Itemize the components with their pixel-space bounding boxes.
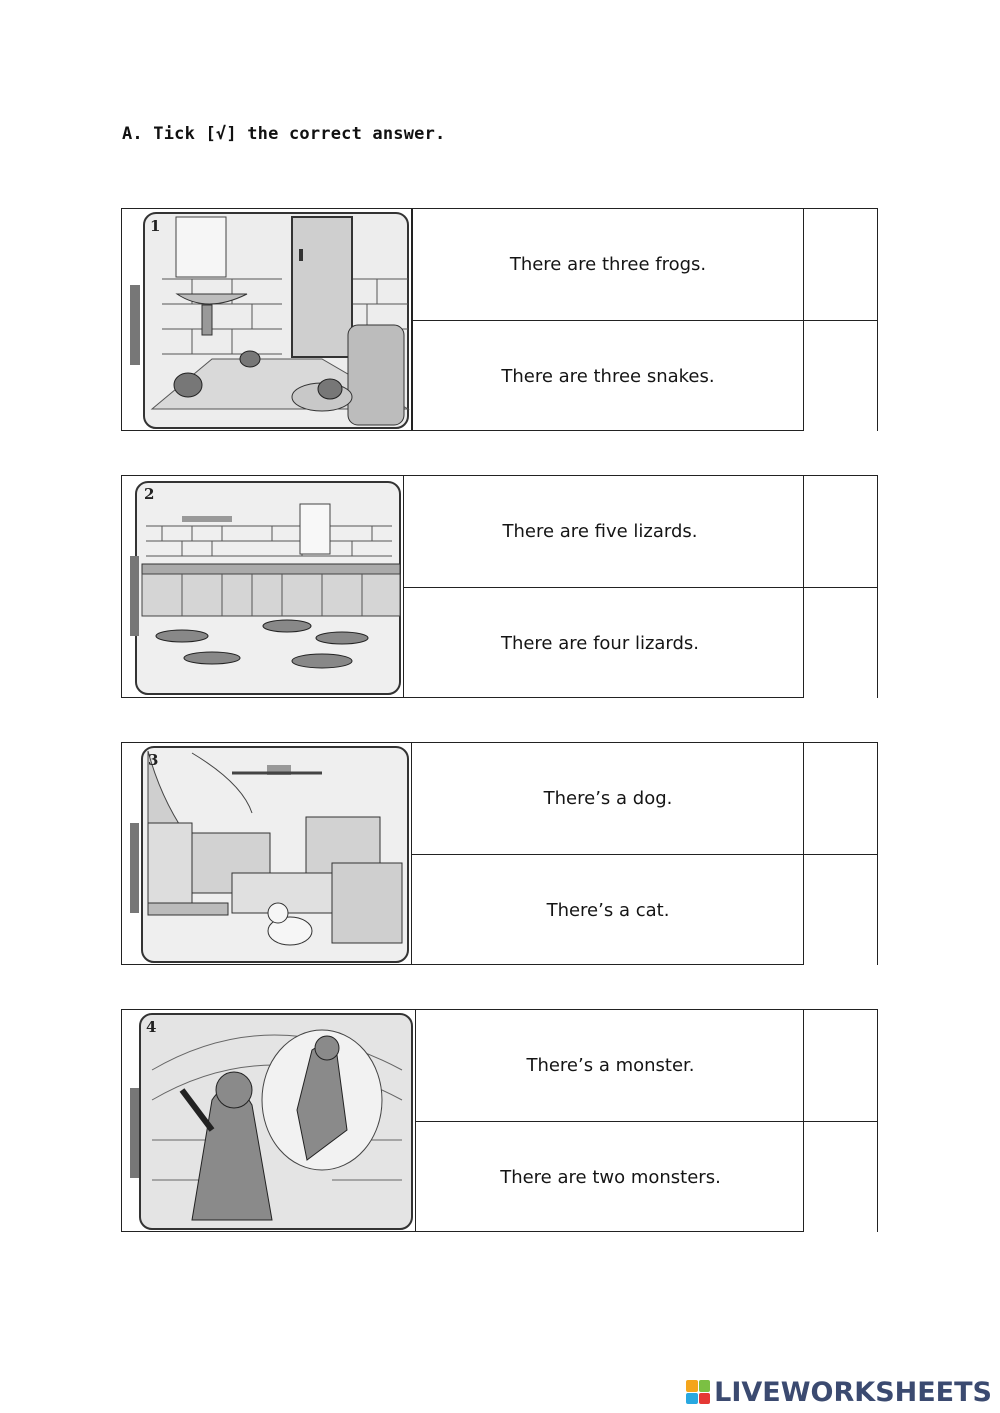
brand-name: LIVEWORKSHEETS (714, 1376, 992, 1408)
option-text: There are four lizards. (500, 632, 700, 654)
option-text: There are three snakes. (501, 365, 715, 387)
question-2 (121, 475, 878, 698)
option-text: There are five lizards. (502, 521, 698, 542)
kitchen-picture (121, 475, 404, 698)
answer-grid (411, 208, 878, 431)
answer-grid (415, 1009, 878, 1232)
tick-box[interactable] (803, 209, 877, 320)
option-row (412, 320, 877, 431)
option-text: There are two monsters. (500, 1166, 721, 1188)
option-row (404, 587, 877, 698)
tunnel-monsters-picture (121, 1009, 416, 1232)
liveworksheets-logo (686, 1377, 992, 1407)
question-4 (121, 1009, 878, 1232)
option-row (416, 1121, 877, 1232)
question-3 (121, 742, 878, 965)
option-row (412, 854, 877, 965)
option-text: There are three frogs. (509, 254, 707, 275)
tick-box[interactable] (803, 743, 877, 854)
question-1 (121, 208, 878, 431)
bathroom-picture (121, 208, 413, 431)
option-text: There’s a dog. (543, 788, 673, 809)
tick-box[interactable] (803, 855, 877, 965)
option-row (412, 209, 877, 320)
answer-grid (411, 742, 878, 965)
option-text: There’s a monster. (526, 1055, 695, 1076)
answer-grid (403, 475, 878, 698)
picture-number: 3 (148, 751, 159, 769)
option-row (412, 743, 877, 854)
picture-number: 4 (146, 1018, 157, 1036)
tick-box[interactable] (803, 1010, 877, 1121)
tick-box[interactable] (803, 1122, 877, 1232)
logo-icon (686, 1380, 710, 1404)
living-room-picture (121, 742, 412, 965)
picture-number: 1 (150, 217, 161, 235)
tick-box[interactable] (803, 321, 877, 431)
option-row (404, 476, 877, 587)
option-text: There’s a cat. (546, 899, 670, 921)
tick-box[interactable] (803, 588, 877, 698)
instruction-heading: A. Tick [√] the correct answer. (122, 124, 446, 144)
picture-number: 2 (144, 485, 155, 503)
option-row (416, 1010, 877, 1121)
tick-box[interactable] (803, 476, 877, 587)
